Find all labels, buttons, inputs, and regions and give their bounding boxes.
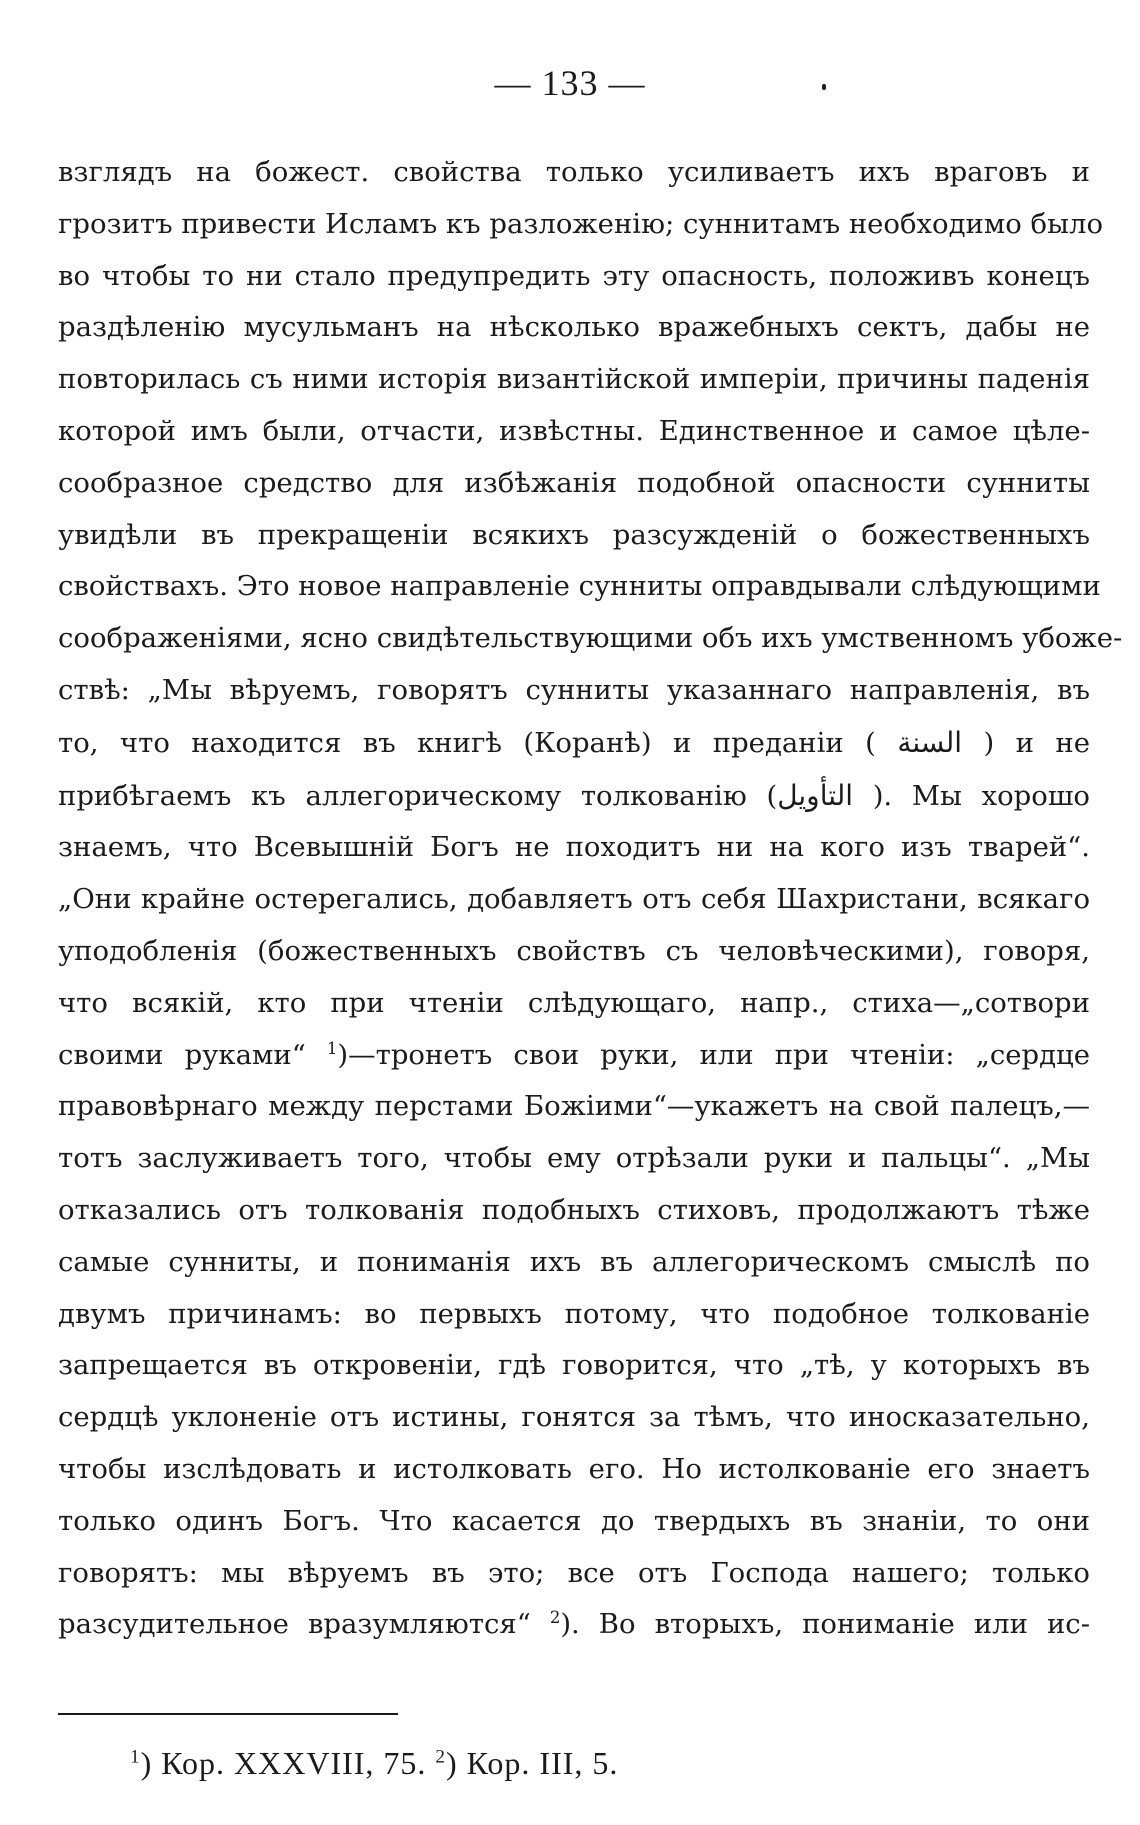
text-segment: прибѣгаемъ къ аллегорическому толкованію ( [58,779,778,812]
text-line-with-footnote-ref [58,1599,1090,1651]
footnote-2-text: ) Кор. III, 5. [446,1745,619,1781]
text-segment: своими руками“ [58,1038,306,1071]
footnote-ref-1[interactable]: 1 [326,1038,338,1058]
text-line: самые сунниты, и пониманія ихъ въ аллегорическомъ смыслѣ по [58,1245,1090,1278]
arabic-term-tawil: التأويل [777,778,853,812]
text-line: „Они крайне остерегались, добавляетъ отъ себя Шахристани, всякаго [58,883,1090,916]
text-line: тотъ заслуживаетъ того, чтобы ему отрѣзали руки и пальцы“. „Мы [58,1142,1090,1175]
text-line: говорятъ: мы вѣруемъ въ это; все отъ Господа нашего; только [58,1556,1090,1589]
text-line: уподобленія (божественныхъ свойствъ съ человѣческими), говоря, [58,934,1090,967]
ink-speck [822,84,826,90]
text-line: раздѣленію мусульманъ на нѣсколько вражебныхъ сектъ, дабы не [58,311,1090,344]
text-line: сообразное средство для избѣжанія подобной опасности сунниты [58,466,1090,499]
footnote-mark-2: 2 [435,1746,446,1768]
body-text [58,147,1123,1651]
text-line: чтобы изслѣдовать и истолковать его. Но истолкованіе его знаетъ [58,1452,1090,1485]
footnote-ref-2[interactable]: 2 [549,1608,561,1628]
footnote-separator [58,1713,398,1715]
text-line: только одинъ Богъ. Что касается до твердыхъ въ знаніи, то они [58,1504,1090,1537]
text-line: правовѣрнаго между перстами Божіими“—укажетъ на свой палецъ,— [58,1090,1090,1123]
text-line: грозитъ привести Исламъ къ разложенію; суннитамъ необходимо было [58,207,1104,240]
text-line: сердцѣ уклоненіе отъ истины, гонятся за тѣмъ, что иносказательно, [58,1401,1090,1434]
text-line: повторилась съ ними исторія византійской имперіи, причины паденія [58,363,1090,396]
page-number: — 133 — [494,63,646,103]
text-segment: ). Во вторыхъ, пониманіе или ис- [560,1608,1090,1641]
text-line: свойствахъ. Это новое направленіе сунниты оправдывали слѣдующими [58,570,1101,603]
text-line: которой имъ были, отчасти, извѣстны. Единственное и самое цѣле- [58,414,1090,447]
text-line: знаемъ, что Всевышній Богъ не походитъ ни на кого изъ тварей“. [58,831,1090,864]
text-line-with-arabic [58,717,1090,770]
text-segment: )—тронетъ свои руки, или при чтеніи: „сердце [337,1038,1090,1071]
text-line: соображеніями, ясно свидѣтельствующими объ ихъ умственномъ убоже- [58,622,1123,655]
arabic-term-sunna: السنة [897,725,963,759]
text-line-with-arabic [58,770,1090,823]
footnote-1-text: ) Кор. XXXVIII, 75. [140,1745,427,1781]
text-line: отказались отъ толкованія подобныхъ стиховъ, продолжаютъ тѣже [58,1193,1090,1226]
text-line-with-footnote-ref [58,1030,1090,1082]
text-line: увидѣли въ прекращеніи всякихъ разсужденій о божественныхъ [58,518,1090,551]
text-line: ствѣ: „Мы вѣруемъ, говорятъ сунниты указаннаго направленія, въ [58,673,1090,706]
text-segment: ) и не [983,726,1090,759]
text-line: двумъ причинамъ: во первыхъ потому, что подобное толкованіе [58,1297,1090,1330]
text-line: запрещается въ откровеніи, гдѣ говорится, что „тѣ, у которыхъ въ [58,1349,1090,1382]
text-segment: то, что находится въ книгѣ (Коранѣ) и преданіи ( [58,726,876,759]
text-line: что всякій, кто при чтеніи слѣдующаго, напр., стиха—„сотвори [58,986,1090,1019]
text-segment: ). Мы хорошо [872,779,1090,812]
text-segment: разсудительное вразумляются“ [58,1608,531,1641]
text-line: взглядъ на божест. свойства только усиливаетъ ихъ враговъ и [58,156,1090,188]
text-line: во чтобы то ни стало предупредить эту опасность, положивъ конецъ [58,259,1090,292]
footnotes [130,1745,618,1782]
footnote-mark-1: 1 [130,1746,141,1768]
